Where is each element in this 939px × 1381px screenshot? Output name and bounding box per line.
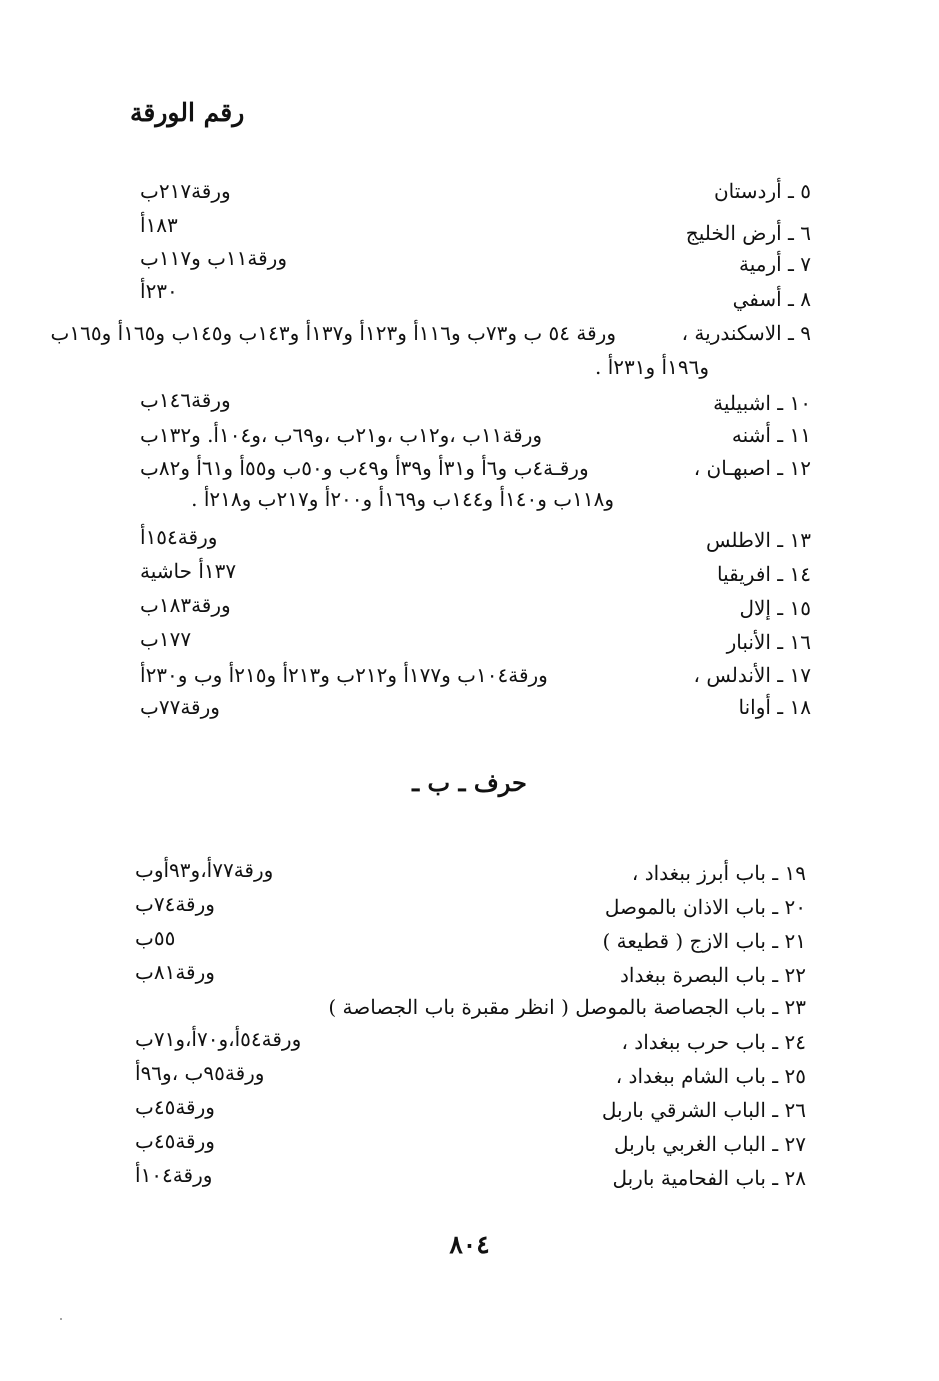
column-header: رقم الورقة bbox=[130, 98, 245, 127]
entry-ref: ورقة٤٥ب bbox=[135, 1095, 215, 1119]
entry-ref: ١٧٧ب bbox=[140, 627, 192, 651]
entry-name: ١٨ ـ أوانا bbox=[738, 695, 811, 719]
index-entry bbox=[130, 556, 811, 586]
section-heading: حرف ـ ب ـ bbox=[412, 768, 527, 797]
entry-ref: ١٨٣أ bbox=[140, 213, 178, 237]
index-entry bbox=[130, 276, 811, 311]
entry-name: ١٣ ـ الاطلس bbox=[705, 528, 811, 552]
entry-ref: ورقة٧٤ب bbox=[135, 892, 215, 916]
index-entry bbox=[130, 243, 811, 276]
entry-ref: ورقة١١ب و١١٧ب bbox=[140, 246, 287, 270]
entry-name: ١٥ ـ إلال bbox=[739, 596, 811, 620]
index-entry bbox=[130, 1092, 806, 1122]
entry-ref: ١٣٧أ حاشية bbox=[140, 559, 237, 583]
entry-continuation: و١٩٦أ و٢٣١أ . bbox=[595, 355, 709, 379]
entry-ref: ورقة٨١ب bbox=[135, 960, 215, 984]
index-entry bbox=[50, 318, 811, 348]
index-entry bbox=[130, 522, 811, 552]
entry-continuation: و١١٨ب و١٤٠أ و١٤٤ب و١٦٩أ و٢٠٠أ و٢١٧ب و٢١٨أ . bbox=[191, 487, 614, 511]
entry-ref: ورقة١٥٤أ bbox=[140, 525, 218, 549]
entry-name: ٧ ـ أرمية bbox=[738, 252, 811, 276]
index-entry bbox=[130, 1126, 806, 1156]
entry-ref: ورقة٧٧ب bbox=[140, 695, 220, 719]
entry-ref: ورقة٤٥ب bbox=[135, 1129, 215, 1153]
entry-ref: ورقة٥٤أ،و٧٠أ،و٧١ب bbox=[135, 1027, 302, 1051]
entry-ref: ورقة١٠٤ب و١٧٧أ و٢١٢ب و٢١٣أ و٢١٥أ وب و٢٣٠أ bbox=[140, 663, 548, 687]
index-entry bbox=[130, 385, 811, 415]
entry-name: ١٠ ـ اشبيلية bbox=[713, 391, 811, 415]
entry-name: ١١ ـ أشنه bbox=[731, 423, 811, 447]
index-entry bbox=[130, 590, 811, 620]
entry-name: ٦ ـ أرض الخليج bbox=[685, 221, 811, 245]
entry-ref: ورقة٢١٧ب bbox=[140, 179, 231, 203]
entry-name: ١٢ ـ اصبهـان ، bbox=[693, 456, 811, 480]
index-entry bbox=[130, 1160, 806, 1190]
entry-name: ١٧ ـ الأندلس ، bbox=[693, 663, 811, 687]
index-entry bbox=[130, 210, 811, 245]
entry-name: ٢٤ ـ باب حرب ببغداد ، bbox=[621, 1030, 806, 1054]
scan-speck bbox=[60, 1318, 62, 1320]
index-entry bbox=[130, 420, 811, 450]
entry-name: ١٤ ـ افريقيا bbox=[716, 562, 811, 586]
entry-ref: ورقة١٨٣ب bbox=[140, 593, 231, 617]
index-entry bbox=[130, 923, 806, 953]
entry-name: ٩ ـ الاسكندرية ، bbox=[681, 321, 811, 345]
entry-ref: ٢٣٠أ bbox=[140, 279, 178, 303]
entry-name: ٢٧ ـ الباب الغربي باربل bbox=[614, 1132, 806, 1156]
entry-ref: ورقة١١ب ،و١٢ب ،و٢١ب ،و٦٩ب ،و١٠٤أ. و١٣٢ب bbox=[140, 423, 543, 447]
index-entry bbox=[130, 624, 811, 654]
entry-ref: ورقة١٠٤أ bbox=[135, 1163, 213, 1187]
entry-name: ٥ ـ أردستان bbox=[713, 179, 811, 203]
entry-ref: ورقة٧٧أ،و٩٣أوب bbox=[135, 858, 274, 882]
entry-ref: ورقة١٤٦ب bbox=[140, 388, 231, 412]
index-entry bbox=[130, 855, 806, 885]
index-entry bbox=[130, 889, 806, 919]
entry-name: ٢٥ ـ باب الشام ببغداد ، bbox=[615, 1064, 806, 1088]
index-entry bbox=[130, 692, 811, 722]
index-entry bbox=[130, 176, 811, 206]
index-entry bbox=[130, 660, 811, 690]
entry-name: ٨ ـ أسفي bbox=[732, 287, 811, 311]
entry-ref: ورقة ٥٤ ب و٧٣ب و١١٦أ و١٢٣أ و١٣٧أ و١٤٣ب و١٤٥ب و١٦٥أ و١٦٥ب bbox=[50, 321, 616, 345]
index-entry bbox=[130, 453, 811, 483]
entry-name: ٢١ ـ باب الازج ( قطيعة ) bbox=[602, 929, 806, 953]
entry-name: ١٦ ـ الأنبار bbox=[726, 630, 811, 654]
entry-ref: ٥٥ب bbox=[135, 926, 176, 950]
entry-name: ٢٠ ـ باب الاذان بالموصل bbox=[604, 895, 806, 919]
index-entry bbox=[130, 957, 806, 987]
index-entry bbox=[130, 1058, 806, 1088]
entry-name: ١٩ ـ باب أبرز ببغداد ، bbox=[631, 861, 806, 885]
index-entry bbox=[130, 992, 806, 1022]
entry-name: ٢٦ ـ الباب الشرقي باربل bbox=[601, 1098, 806, 1122]
entry-ref: ورقة٩٥ب ،و٩٦أ bbox=[135, 1061, 265, 1085]
entry-name: ٢٢ ـ باب البصرة ببغداد bbox=[619, 963, 806, 987]
entry-name: ٢٣ ـ باب الجصاصة بالموصل ( انظر مقبرة باب الجصاصة ) bbox=[328, 995, 806, 1019]
entry-ref: ورقـة٤ب و٦أ و٣١أ و٣٩أ و٤٩ب و٥٠ب و٥٥أ و٦١أ و٨٢ب bbox=[140, 456, 589, 480]
index-entry bbox=[130, 1024, 806, 1054]
entry-name: ٢٨ ـ باب الفحامية باربل bbox=[612, 1166, 806, 1190]
page-number: ٨٠٤ bbox=[449, 1230, 490, 1259]
